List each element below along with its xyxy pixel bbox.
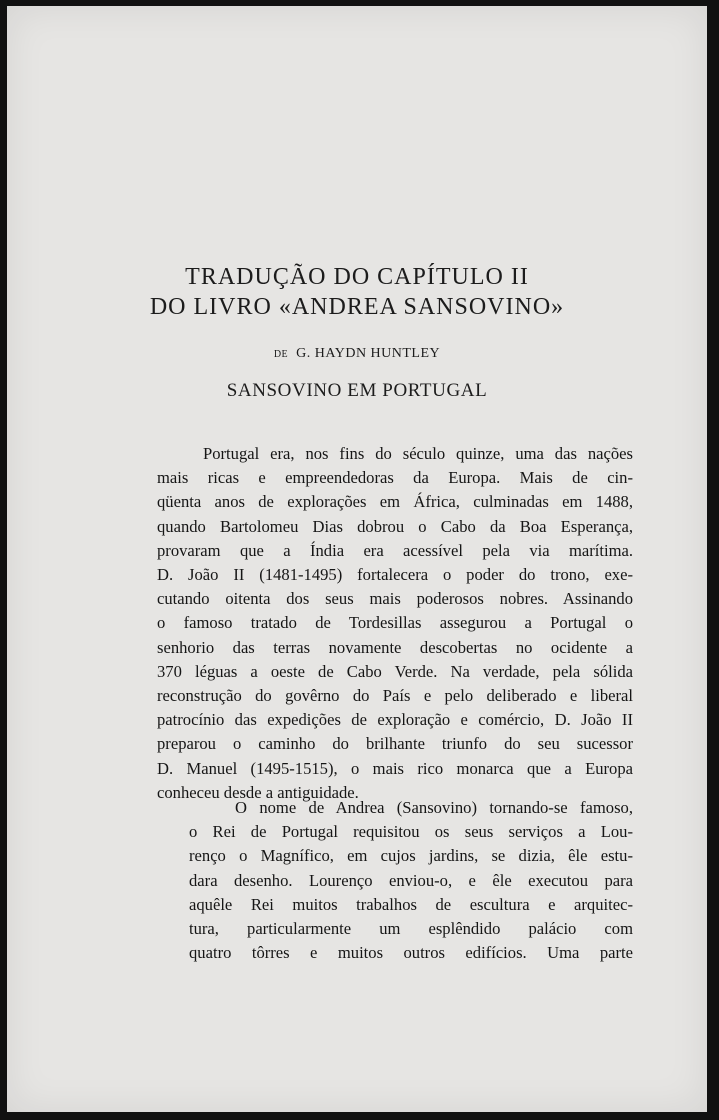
paragraph-line: O nome de Andrea (Sansovino) tornando-se famoso, [235,798,633,817]
chapter-title-line-1: TRADUÇÃO DO CAPÍTULO II [185,264,529,290]
paragraph-line: tura, particularmente um esplêndido palácio com [189,919,633,939]
paragraph-line: D. João II (1481-1495) fortalecera o poder do trono, exe- [157,565,633,585]
byline-prefix: DE [273,349,289,360]
paragraph-line: preparou o caminho do brilhante triunfo do seu sucessor [157,734,633,754]
paragraph-line: reconstrução do govêrno do País e pelo deliberado e liberal [157,686,633,706]
paragraph-line: cutando oitenta dos seus mais poderosos nobres. Assinando [157,589,633,609]
paragraph-line: provaram que a Índia era acessível pela via marítima. [157,540,633,560]
byline [7,346,707,362]
paragraph-line: renço o Magnífico, em cujos jardins, se dizia, êle estu- [189,846,633,866]
paragraph-line: 370 léguas a oeste de Cabo Verde. Na verdade, pela sólida [157,661,633,681]
paragraph-line: qüenta anos de explorações em África, culminadas em 1488, [157,492,633,512]
byline-author: G. HAYDN HUNTLEY [296,346,441,361]
paragraph-line: quando Bartolomeu Dias dobrou o Cabo da Boa Esperança, [157,516,633,536]
paragraph-line: mais ricas e empreendedoras da Europa. Mais de cin- [157,468,633,488]
paragraph-line: aquêle Rei muitos trabalhos de escultura e arquitec- [189,894,633,914]
chapter-title-line-2: DO LIVRO «ANDREA SANSOVINO» [149,294,565,320]
paragraph-2 [189,796,633,965]
paragraph-line: D. Manuel (1495-1515), o mais rico monarca que a Europa [157,758,633,778]
document-page [7,6,707,1112]
paragraph-line: conheceu desde a antiguidade. [157,782,359,802]
paragraph-line: o Rei de Portugal requisitou os seus serviços a Lou- [189,822,633,842]
paragraph-line: senhorio das terras novamente descobertas no ocidente a [157,637,633,657]
paragraph-line: o famoso tratado de Tordesillas assegurou a Portugal o [157,613,633,633]
paragraph-line: dara desenho. Lourenço enviou-o, e êle executou para [189,870,633,890]
paragraph-1 [157,442,633,805]
paragraph-line: quatro tôrres e muitos outros edifícios. Uma parte [189,943,633,963]
paragraph-line: Portugal era, nos fins do século quinze, uma das nações [203,444,633,463]
section-subtitle: SANSOVINO EM PORTUGAL [226,380,488,401]
paragraph-line: patrocínio das expedições de exploração e comércio, D. João II [157,710,633,730]
